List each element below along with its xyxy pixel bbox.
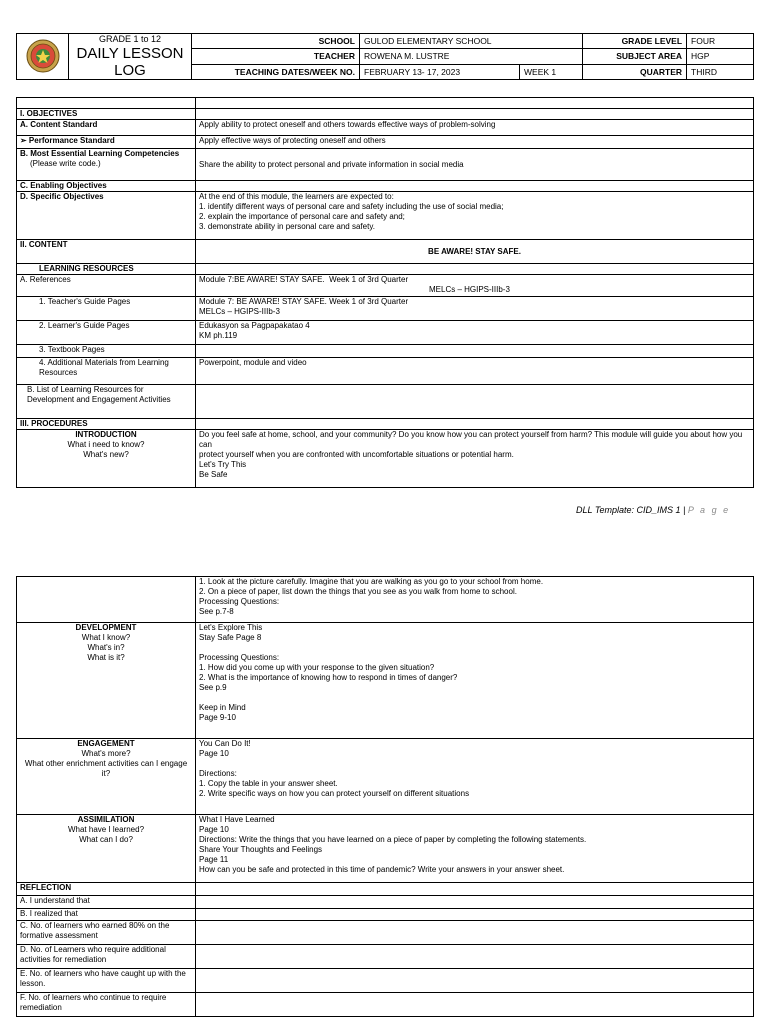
reflection-f-label: F. No. of learners who continue to require remediation: [17, 993, 196, 1017]
intro-line: Be Safe: [199, 470, 228, 479]
objectives-heading: I. OBJECTIVES: [17, 109, 196, 120]
reflection-d-label: D. No. of Learners who require additional activities for remediation: [17, 945, 196, 969]
subject-label: SUBJECT AREA: [583, 49, 687, 64]
empty-cell: [196, 264, 754, 275]
reflection-label: REFLECTION: [17, 883, 196, 896]
development-q: What is it?: [87, 653, 125, 662]
title-line2: LOG: [114, 62, 146, 79]
assimilation-q: What can I do?: [79, 835, 133, 844]
tg-line: MELCs – HGIPS-IIIb-3: [199, 307, 280, 316]
eng-line: 1. Copy the table in your answer sheet.: [199, 779, 338, 788]
empty-cell: [196, 945, 754, 969]
references-label: A. References: [17, 275, 196, 297]
intro-cont-line: 1. Look at the picture carefully. Imagine that you are walking as you go to your school from home.: [199, 577, 544, 586]
content-value: BE AWARE! STAY SAFE.: [196, 240, 754, 264]
subject-value: HGP: [687, 49, 754, 64]
melc-label-cell: [17, 149, 196, 181]
title-block: [69, 34, 192, 80]
introduction-value: [196, 430, 754, 488]
quarter-label: QUARTER: [583, 64, 687, 79]
specific-line: At the end of this module, the learners are expected to:: [199, 192, 394, 201]
learning-resources-label: LEARNING RESOURCES: [17, 264, 196, 275]
reflection-b-label: B. I realized that: [17, 909, 196, 921]
list-resources-label: B. List of Learning Resources for Development and Engagement Activities: [17, 385, 196, 419]
empty-cell: [17, 577, 196, 623]
enabling-objectives-label: C. Enabling Objectives: [17, 181, 196, 192]
eng-line: Page 10: [199, 749, 229, 758]
school-seal-logo: [17, 34, 69, 80]
teachers-guide-label: 1. Teacher's Guide Pages: [17, 297, 196, 321]
specific-objectives-label: D. Specific Objectives: [17, 192, 196, 240]
eng-line: Directions:: [199, 769, 237, 778]
learners-guide-label: 2. Learner's Guide Pages: [17, 321, 196, 345]
dev-line: Stay Safe Page 8: [199, 633, 262, 642]
empty-cell: [196, 419, 754, 430]
intro-line: Let's Try This: [199, 460, 247, 469]
asm-line: Page 10: [199, 825, 229, 834]
assimilation-q: What have I learned?: [67, 825, 145, 834]
specific-line: 2. explain the importance of personal care and safety and;: [199, 212, 405, 221]
teachers-guide-value: [196, 297, 754, 321]
asm-line: How can you be safe and protected in this time of pandemic? Write your answers in your answer sheet.: [199, 865, 565, 874]
asm-line: Page 11: [199, 855, 229, 864]
introduction-title: INTRODUCTION: [75, 430, 137, 439]
development-q: What's in?: [87, 643, 125, 652]
specific-objectives-value: [196, 192, 754, 240]
development-q: What I know?: [81, 633, 131, 642]
empty-cell: [196, 109, 754, 120]
empty-cell: [196, 896, 754, 909]
intro-cont-line: 2. On a piece of paper, list down the things that you see as you walk from home to school.: [199, 587, 517, 596]
school-value: GULOD ELEMENTARY SCHOOL: [360, 34, 583, 49]
quarter-value: THIRD: [687, 64, 754, 79]
reflection-e-label: E. No. of learners who have caught up with the lesson.: [17, 969, 196, 993]
engagement-q1: What's more?: [81, 749, 131, 758]
engagement-q2: What other enrichment activities can I engage it?: [24, 759, 188, 778]
footer-template: DLL Template: CID_IMS 1 |: [576, 505, 688, 515]
empty-cell: [196, 909, 754, 921]
asm-line: Directions: Write the things that you have learned on a piece of paper by completing the following statements.: [199, 835, 587, 844]
additional-materials-label: 4. Additional Materials from Learning Resources: [17, 358, 196, 385]
introduction-cell: [17, 430, 196, 488]
seal-icon: [26, 39, 60, 73]
lg-line: Edukasyon sa Pagpapakatao 4: [199, 321, 310, 330]
empty-cell: [17, 98, 196, 109]
development-cell: [17, 623, 196, 739]
references-value: [196, 275, 754, 297]
melc-label: B. Most Essential Learning Competencies: [20, 149, 180, 158]
learners-guide-value: [196, 321, 754, 345]
performance-standard-value: Apply effective ways of protecting oneself and others: [196, 136, 754, 149]
reflection-a-label: A. I understand that: [17, 896, 196, 909]
lesson-table-page2: [16, 576, 754, 1017]
teacher-value: ROWENA M. LUSTRE: [360, 49, 583, 64]
introduction-continued: [196, 577, 754, 623]
empty-cell: [196, 993, 754, 1017]
specific-line: 3. demonstrate ability in personal care and safety.: [199, 222, 375, 231]
eng-line: You Can Do It!: [199, 739, 251, 748]
empty-cell: [196, 345, 754, 358]
grade-level-label: GRADE LEVEL: [583, 34, 687, 49]
eng-line: 2. Write specific ways on how you can protect yourself on different situations: [199, 789, 470, 798]
content-standard-label: A. Content Standard: [17, 120, 196, 136]
empty-cell: [196, 883, 754, 896]
intro-cont-line: Processing Questions:: [199, 597, 280, 606]
assimilation-title: ASSIMILATION: [77, 815, 135, 824]
empty-cell: [196, 181, 754, 192]
empty-cell: [196, 385, 754, 419]
title-line1: DAILY LESSON: [76, 45, 184, 62]
references-line: MELCs – HGIPS-IIIb-3: [429, 285, 510, 294]
intro-line: Do you feel safe at home, school, and your community? Do you know how you can protect yourself from harm? This module will guide you about how you can: [199, 430, 743, 449]
asm-line: Share Your Thoughts and Feelings: [199, 845, 323, 854]
melc-note: (Please write code.): [30, 159, 101, 168]
dates-value: FEBRUARY 13- 17, 2023: [360, 64, 520, 79]
school-label: SCHOOL: [192, 34, 360, 49]
intro-cont-line: See p.7-8: [199, 607, 234, 616]
engagement-cell: [17, 739, 196, 815]
empty-cell: [196, 98, 754, 109]
asm-line: What I Have Learned: [199, 815, 275, 824]
development-value: [196, 623, 754, 739]
dev-line: Processing Questions:: [199, 653, 280, 662]
tg-line: Module 7: BE AWARE! STAY SAFE. Week 1 of 3rd Quarter: [199, 297, 409, 306]
textbook-pages-label: 3. Textbook Pages: [17, 345, 196, 358]
reflection-c-label: C. No. of learners who earned 80% on the formative assessment: [17, 921, 196, 945]
engagement-title: ENGAGEMENT: [77, 739, 135, 748]
dev-line: Page 9-10: [199, 713, 236, 722]
dev-line: Let's Explore This: [199, 623, 263, 632]
dev-line: See p.9: [199, 683, 227, 692]
introduction-q2: What's new?: [83, 450, 129, 459]
lg-line: KM ph.119: [199, 331, 238, 340]
performance-standard-label: ➢ Performance Standard: [17, 136, 196, 149]
assimilation-value: [196, 815, 754, 883]
footer-page: P a g e: [687, 505, 731, 515]
empty-cell: [196, 969, 754, 993]
grade-level-value: FOUR: [687, 34, 754, 49]
content-label: II. CONTENT: [17, 240, 196, 264]
intro-line: protect yourself when you are confronted with uncomfortable situations or potential harm.: [199, 450, 514, 459]
empty-cell: [196, 921, 754, 945]
dev-line: Keep in Mind: [199, 703, 246, 712]
header-table: [16, 33, 754, 80]
assimilation-cell: [17, 815, 196, 883]
content-standard-value: Apply ability to protect oneself and others towards effective ways of problem-solving: [196, 120, 754, 136]
week-value: WEEK 1: [520, 64, 583, 79]
dates-label: TEACHING DATES/WEEK NO.: [192, 64, 360, 79]
dev-line: 1. How did you come up with your response to the given situation?: [199, 663, 435, 672]
teacher-label: TEACHER: [192, 49, 360, 64]
specific-line: 1. identify different ways of personal care and safety including the use of social media;: [199, 202, 504, 211]
engagement-value: [196, 739, 754, 815]
procedures-label: III. PROCEDURES: [17, 419, 196, 430]
references-line: Module 7:BE AWARE! STAY SAFE. Week 1 of 3rd Quarter: [199, 275, 409, 284]
grade-range: GRADE 1 to 12: [98, 34, 162, 44]
page-footer: [576, 505, 730, 515]
lesson-table-page1: [16, 97, 754, 488]
dev-line: 2. What is the importance of knowing how to respond in times of danger?: [199, 673, 458, 682]
development-title: DEVELOPMENT: [75, 623, 137, 632]
melc-value: Share the ability to protect personal and private information in social media: [196, 149, 754, 181]
additional-materials-value: Powerpoint, module and video: [196, 358, 754, 385]
introduction-q1: What i need to know?: [67, 440, 145, 449]
